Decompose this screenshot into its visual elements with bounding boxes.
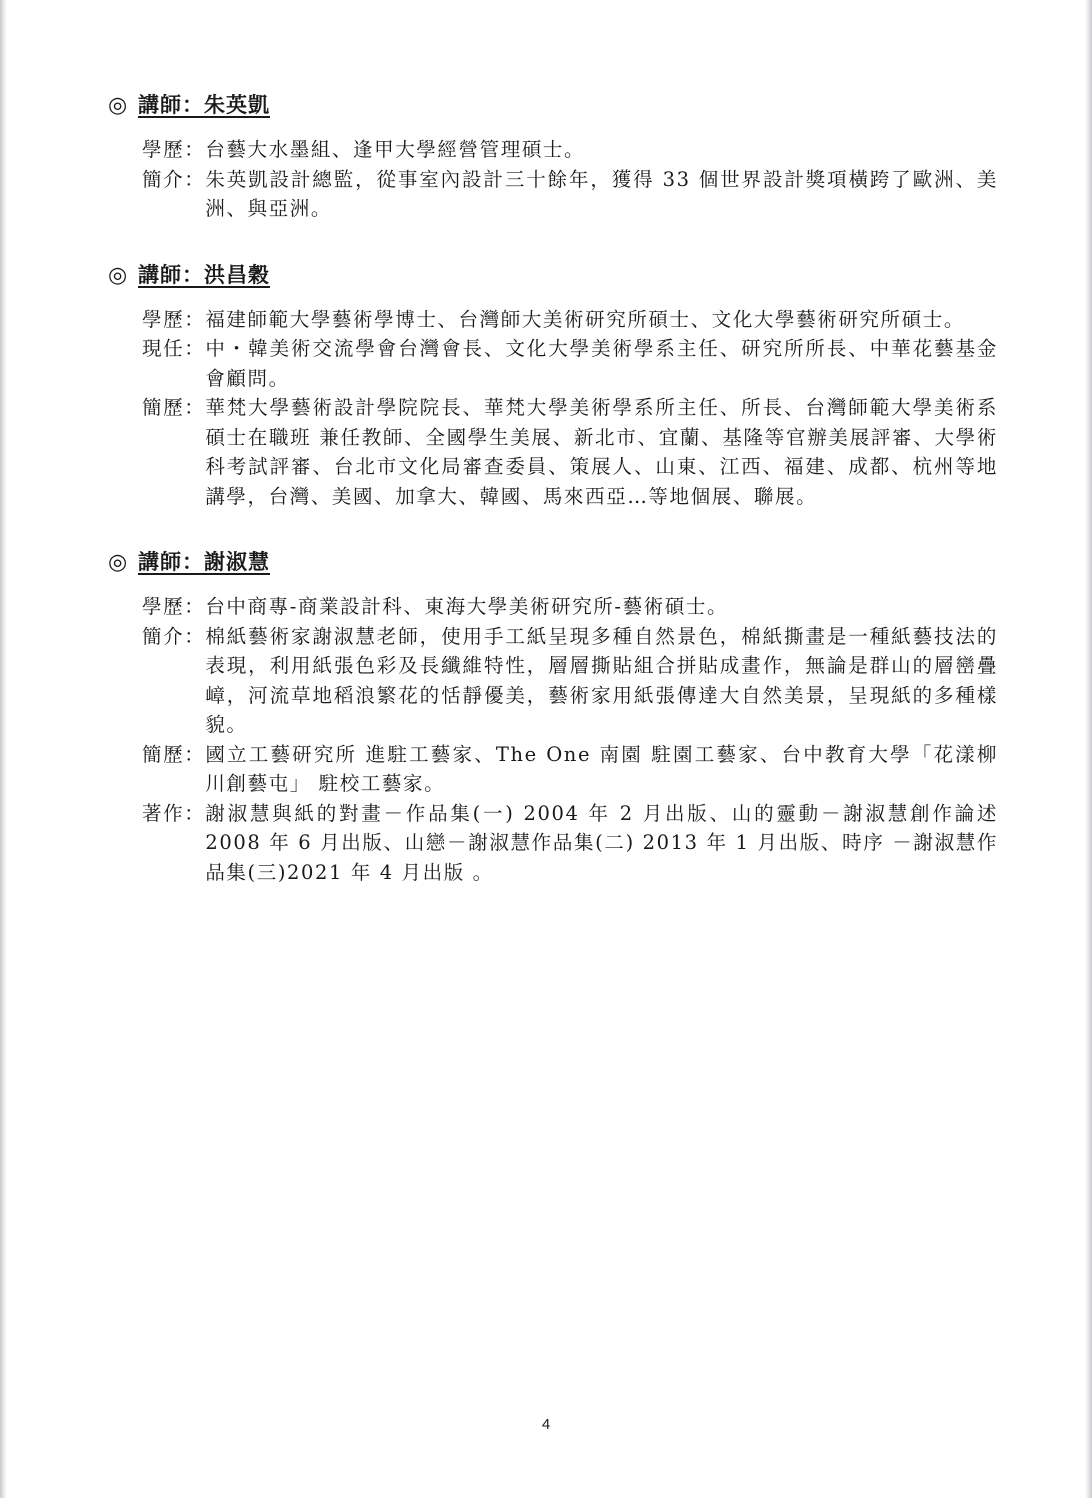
double-circle-icon: ◎	[108, 262, 128, 288]
double-circle-icon: ◎	[108, 93, 128, 118]
entry-label: 學歷：	[142, 138, 206, 161]
entry-introduction	[108, 165, 998, 224]
entry-text: 華梵大學藝術設計學院院長、華梵大學美術學系所主任、所長、台灣師範大學美術系碩士在職班 兼任教師、全國學生美展、新北市、宜蘭、基隆等官辦美展評審、大學術科考試評審、台北市文化局審查委員、策展人、山東、江西、福建、成都、杭州等地講學，台灣、美國、加拿大、韓國、馬來西亞…等地個展、聯展。	[205, 396, 998, 508]
entry-education	[108, 305, 998, 335]
entry-resume	[108, 393, 998, 511]
entry-education	[108, 135, 998, 165]
entry-text: 棉紙藝術家謝淑慧老師，使用手工紙呈現多種自然景色，棉紙撕畫是一種紙藝技法的表現，利用紙張色彩及長纖維特性，層層撕貼組合拼貼成畫作，無論是群山的層巒疊嶂，河流草地稻浪繁花的恬靜優美，藝術家用紙張傳達大自然美景，呈現紙的多種樣貌。	[205, 624, 998, 736]
entry-text: 台藝大水墨組、逢甲大學經營管理碩士。	[205, 138, 586, 161]
page-number: 4	[541, 1416, 551, 1433]
entry-label: 簡介：	[142, 167, 206, 191]
instructor-title: 講師：洪昌穀	[138, 261, 270, 287]
instructor-section-3	[108, 545, 998, 887]
instructor-heading	[108, 258, 998, 293]
entry-label: 簡介：	[142, 624, 206, 648]
entry-education	[108, 592, 998, 622]
entry-text: 國立工藝研究所 進駐工藝家、The One 南園 駐園工藝家、台中教育大學「花漾柳川創藝屯」 駐校工藝家。	[205, 742, 998, 795]
entry-resume	[108, 740, 998, 799]
entry-text: 福建師範大學藝術學博士、台灣師大美術研究所碩士、文化大學藝術研究所碩士。	[205, 307, 965, 331]
entry-publications	[108, 799, 998, 888]
entry-label: 現任：	[142, 337, 206, 360]
entry-introduction	[108, 622, 998, 740]
entry-current-position	[108, 334, 998, 393]
double-circle-icon: ◎	[108, 550, 128, 575]
entry-label: 簡歷：	[142, 742, 206, 766]
entry-label: 著作：	[142, 801, 206, 825]
entry-text: 謝淑慧與紙的對畫－作品集(一) 2004 年 2 月出版、山的靈動－謝淑慧創作論述 2008 年 6 月出版、山戀－謝淑慧作品集(二) 2013 年 1 月出版、時序 －謝淑慧作品集(三)2021 年 4 月出版 。	[205, 801, 998, 884]
document-page	[108, 88, 998, 921]
entry-label: 學歷：	[142, 307, 206, 331]
instructor-title: 講師：謝淑慧	[138, 549, 270, 574]
instructor-heading	[108, 545, 998, 580]
entry-label: 學歷：	[142, 595, 206, 618]
entry-label: 簡歷：	[142, 396, 206, 419]
instructor-section-2	[108, 258, 998, 512]
entry-text: 朱英凱設計總監，從事室內設計三十餘年，獲得 33 個世界設計獎項橫跨了歐洲、美洲、與亞洲。	[205, 167, 998, 220]
instructor-section-1	[108, 88, 998, 224]
instructor-title: 講師：朱英凱	[138, 92, 270, 117]
entry-text: 中・韓美術交流學會台灣會長、文化大學美術學系主任、研究所所長、中華花藝基金會顧問。	[205, 337, 998, 390]
instructor-heading	[108, 88, 998, 123]
page-edge-left	[0, 0, 7, 1498]
page-edge-right	[1085, 0, 1092, 1498]
entry-text: 台中商專-商業設計科、東海大學美術研究所-藝術碩士。	[205, 595, 729, 618]
